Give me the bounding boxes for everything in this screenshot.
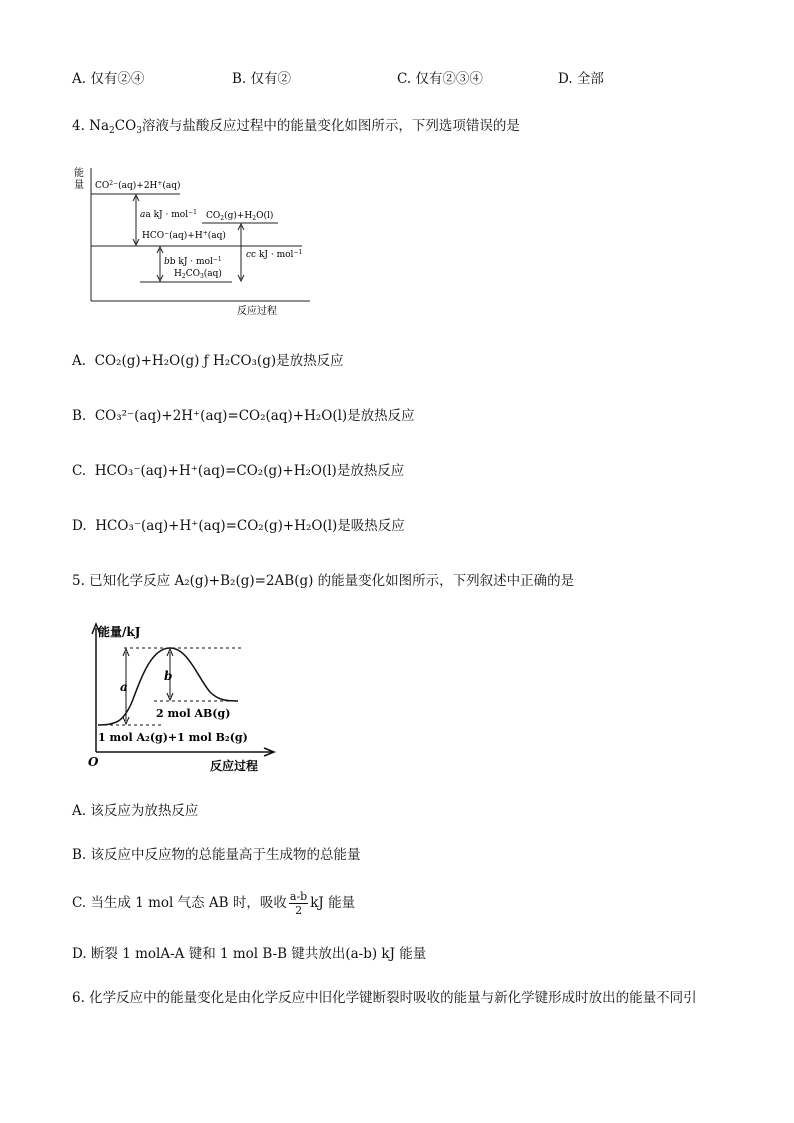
q4-stem: 4. $Na_2CO_3$溶液与盐酸反应过程中的能量变化如图所示，下列选项错误的是 [72,118,520,136]
q5-stem: 5. 已知化学反应 A₂(g)+B₂(g)=2AB(g) 的能量变化如图所示，下列叙述中正确的是 [72,573,575,589]
q5-option-b: B. 该反应中反应物的总能量高于生成物的总能量 [72,847,361,863]
q5-b-label: b [164,669,173,683]
q5-option-d: D. 断裂 1 molA-A 键和 1 mol B-B 键共放出(a-b) kJ 能量 [72,946,427,962]
q4-option-c: C. HCO₃⁻(aq)+H⁺(aq)=CO₂(g)+H₂O(l)是放热反应 [72,463,405,479]
q4-c-label: cc kJ · mol$^{-1}$ [246,249,303,260]
q4-energy-diagram [70,160,320,322]
q6-stem: 6. 化学反应中的能量变化是由化学反应中旧化学键断裂时吸收的能量与新化学键形成时放出的能量不同引 [72,990,697,1006]
q5-origin: O [88,755,99,769]
q4-level1-label: $CO^{2-}(aq)+2H^+(aq)$ [95,180,181,191]
q4-x-label: 反应过程 [237,306,277,317]
q3-option-d: D. 全部 [558,71,604,87]
q4-h2co3-label: $H_2CO_3(aq)$ [174,269,222,280]
q4-b-label: bb kJ · mol$^{-1}$ [164,256,222,267]
q4-hco3-label: HCO−(aq)+H+(aq) [142,230,226,241]
q5-product-label: 2 mol AB(g) [156,707,231,720]
q5-x-label: 反应过程 [210,759,259,773]
q4-y-label-1: 能 [74,168,84,179]
q3-option-a: A. 仅有②④ [72,71,145,87]
q4-co2-label: $CO_2(g)+H_2O(l)$ [206,211,274,222]
q4-option-a: A. CO₂(g)+H₂O(g) ƒ H₂CO₃(g)是放热反应 [72,353,344,369]
q5-energy-diagram [86,620,282,776]
q5-y-label: 能量/kJ [98,625,141,639]
q4-y-label-2: 量 [74,180,84,191]
q3-option-b: B. 仅有② [232,71,292,87]
q5-option-c: C. 当生成 1 mol 气态 AB 时，吸收 $\frac{a-b}{2}$ kJ 能量 [72,890,356,917]
q4-a-label: aa kJ · mol$^{-1}$ [140,209,197,220]
q4-option-d: D. HCO₃⁻(aq)+H⁺(aq)=CO₂(g)+H₂O(l)是吸热反应 [72,518,405,534]
q3-option-c: C. 仅有②③④ [397,71,483,87]
q5-option-a: A. 该反应为放热反应 [72,803,199,819]
q5-reactant-label: 1 mol A₂(g)+1 mol B₂(g) [98,731,248,744]
q5-a-label: a [120,680,128,694]
q4-option-b: B. CO₃²⁻(aq)+2H⁺(aq)=CO₂(aq)+H₂O(l)是放热反应 [72,408,415,424]
q5-fraction: $\frac{a-b}{2}$ [289,890,308,917]
